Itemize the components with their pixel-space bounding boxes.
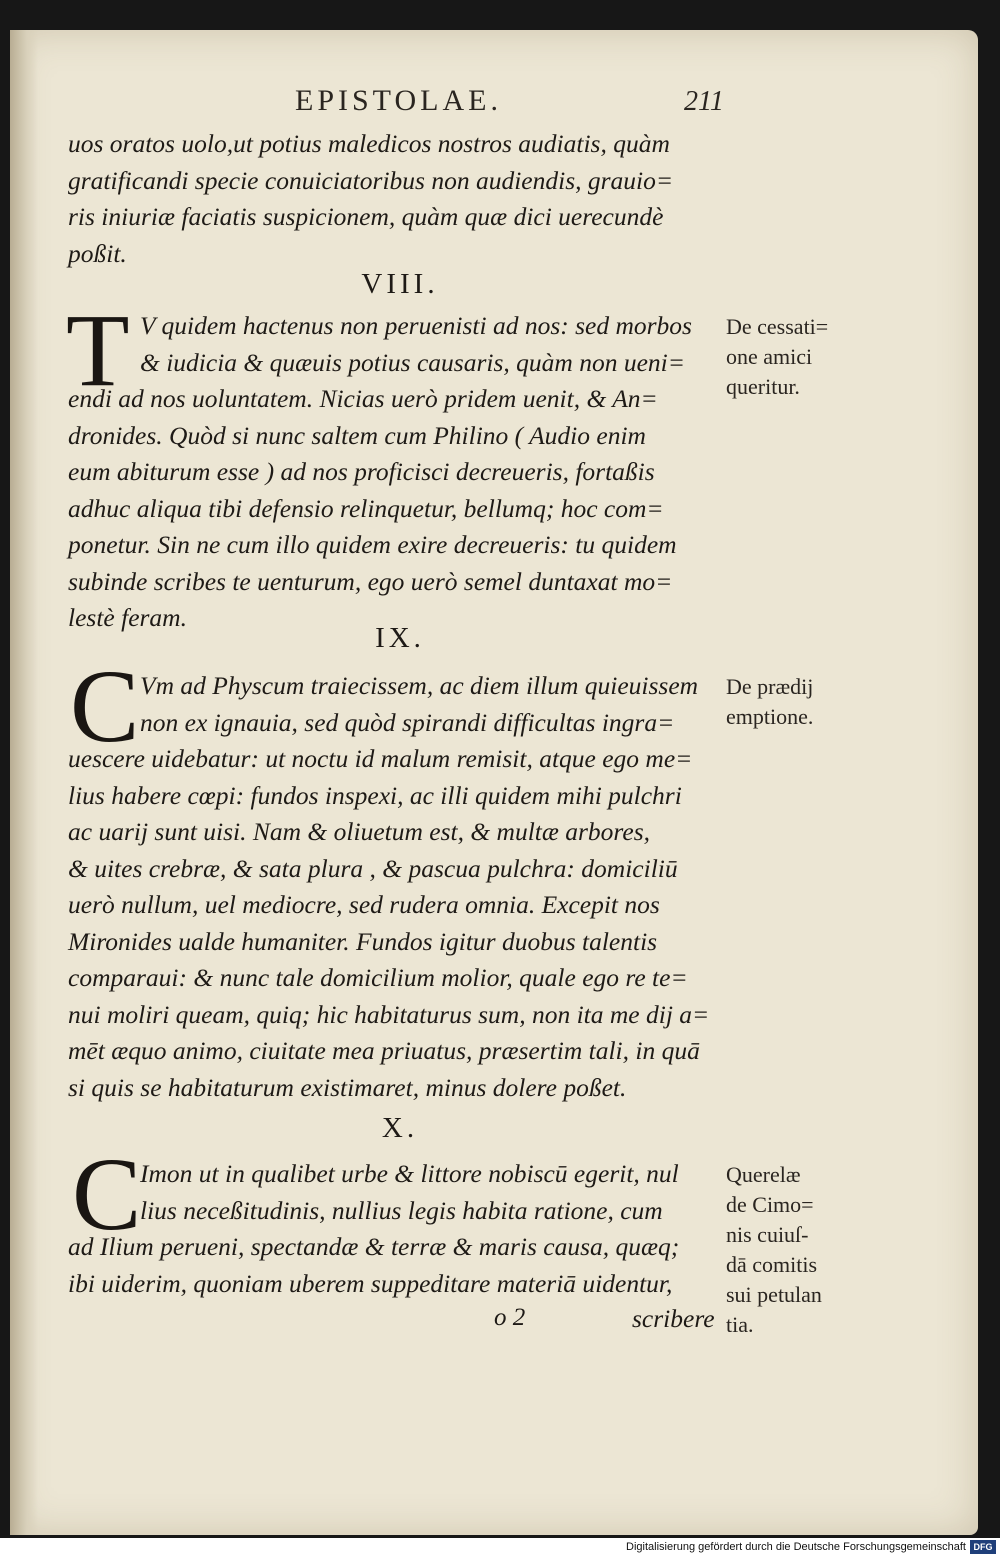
margin-note-line: sui petulan: [726, 1282, 822, 1307]
text-line: nui moliri queam, quiq; hic habitaturus sum, non ita me dij a=: [68, 999, 710, 1029]
letter-9-numeral: IX.: [375, 622, 425, 654]
letter-8-dropcap: T: [66, 293, 130, 408]
text-line: Mironides ualde humaniter. Fundos igitur duobus talentis: [68, 926, 658, 956]
text-line: subinde scribes te uenturum, ego uerò semel duntaxat mo=: [68, 566, 673, 596]
text-line: endi ad nos uoluntatem. Nicias uerò pridem uenit, & An=: [68, 384, 658, 413]
margin-note-line: De prædij: [726, 674, 814, 699]
text-line: mēt æquo animo, ciuitate mea priuatus, præsertim tali, in quā: [68, 1036, 700, 1065]
margin-note-line: nis cuiuſ-: [726, 1222, 809, 1247]
dfg-logo-icon: DFG: [970, 1540, 996, 1554]
text-line: ac uarij sunt uisi. Nam & oliuetum est, & multæ arbores,: [68, 817, 651, 846]
text-line: Imon ut in qualibet urbe & littore nobiscū egerit, nul: [140, 1159, 679, 1188]
letter-9-margin-note: [726, 672, 846, 732]
footer-credit: Digitalisierung gefördert durch die Deutsche Forschungsgemeinschaft: [626, 1541, 966, 1553]
letter-9-paragraph: [68, 668, 728, 1106]
letter-10-dropcap: C: [72, 1137, 142, 1252]
margin-note-line: one amici: [726, 344, 813, 369]
text-line: lestè feram.: [68, 603, 187, 632]
letter-10-numeral: X.: [381, 1112, 419, 1144]
text-line: poßit.: [68, 238, 127, 268]
text-line: eum abiturum esse ) ad nos proficisci decreueris, fortaßis: [68, 457, 655, 486]
page-number: 211: [684, 86, 724, 117]
text-line: ponetur. Sin ne cum illo quidem exire decreueris: tu quidem: [68, 530, 677, 559]
text-line: lius habere cœpi: fundos inspexi, ac illi quidem mihi pulchri: [68, 780, 682, 810]
text-line: adhuc aliqua tibi defensio relinquetur, bellumq; hoc com=: [68, 493, 664, 523]
text-line: & iudicia & quæuis potius causaris, quàm non ueni=: [140, 347, 685, 377]
letter-10-margin-note: [726, 1160, 846, 1340]
margin-note-line: de Cimo=: [726, 1192, 814, 1217]
letter-9-dropcap: C: [70, 649, 140, 764]
letter-8-paragraph: [66, 293, 728, 637]
text-line: si quis se habitaturum existimaret, minus dolere poßet.: [68, 1072, 627, 1102]
text-line: V quidem hactenus non peruenisti ad nos: sed morbos: [140, 311, 692, 340]
catchword: scribere: [632, 1304, 715, 1333]
text-line: uerò nullum, uel mediocre, sed rudera omnia. Excepit nos: [68, 890, 660, 919]
text-line: uos oratos uolo,ut potius maledicos nostros audiatis, quàm: [68, 129, 670, 158]
text-line: dronides. Quòd si nunc saltem cum Philino ( Audio enim: [68, 420, 646, 450]
page-gutter: [10, 30, 38, 1535]
signature-mark: o 2: [494, 1304, 526, 1331]
intro-paragraph: [68, 126, 728, 272]
margin-note-line: emptione.: [726, 704, 814, 729]
text-line: ibi uiderim, quoniam uberem suppeditare materiā uidentur,: [68, 1268, 673, 1298]
text-line: non ex ignauia, sed quòd spirandi difficultas ingra=: [140, 707, 675, 737]
margin-note-line: De cessati=: [726, 314, 829, 339]
letter-10-paragraph: [68, 1156, 728, 1302]
letter-8-numeral: VIII.: [361, 268, 439, 300]
margin-note-line: queritur.: [726, 374, 800, 399]
running-head-title: EPISTOLAE.: [295, 84, 502, 117]
text-line: Vm ad Physcum traiecissem, ac diem illum quieuissem: [140, 671, 699, 700]
text-line: ris iniuriæ faciatis suspicionem, quàm quæ dici uerecundè: [68, 202, 664, 231]
margin-note-line: tia.: [726, 1312, 754, 1337]
letter-8-margin-note: [726, 312, 846, 402]
text-line: & uites crebræ, & sata plura , & pascua pulchra: domiciliū: [68, 853, 678, 883]
running-head: [0, 84, 1000, 124]
text-line: ad Ilium perueni, spectandæ & terræ & maris causa, quæq;: [68, 1232, 680, 1261]
text-line: gratificandi specie conuiciatoribus non audiendis, grauio=: [68, 165, 674, 195]
text-line: comparaui: & nunc tale domicilium molior, quale ego re te=: [68, 963, 688, 992]
text-line: uescere uidebatur: ut noctu id malum remisit, atque ego me=: [68, 744, 693, 773]
text-line: lius neceßitudinis, nullius legis habita ratione, cum: [140, 1195, 663, 1225]
margin-note-line: Querelæ: [726, 1162, 801, 1187]
margin-note-line: dā comitis: [726, 1252, 818, 1277]
